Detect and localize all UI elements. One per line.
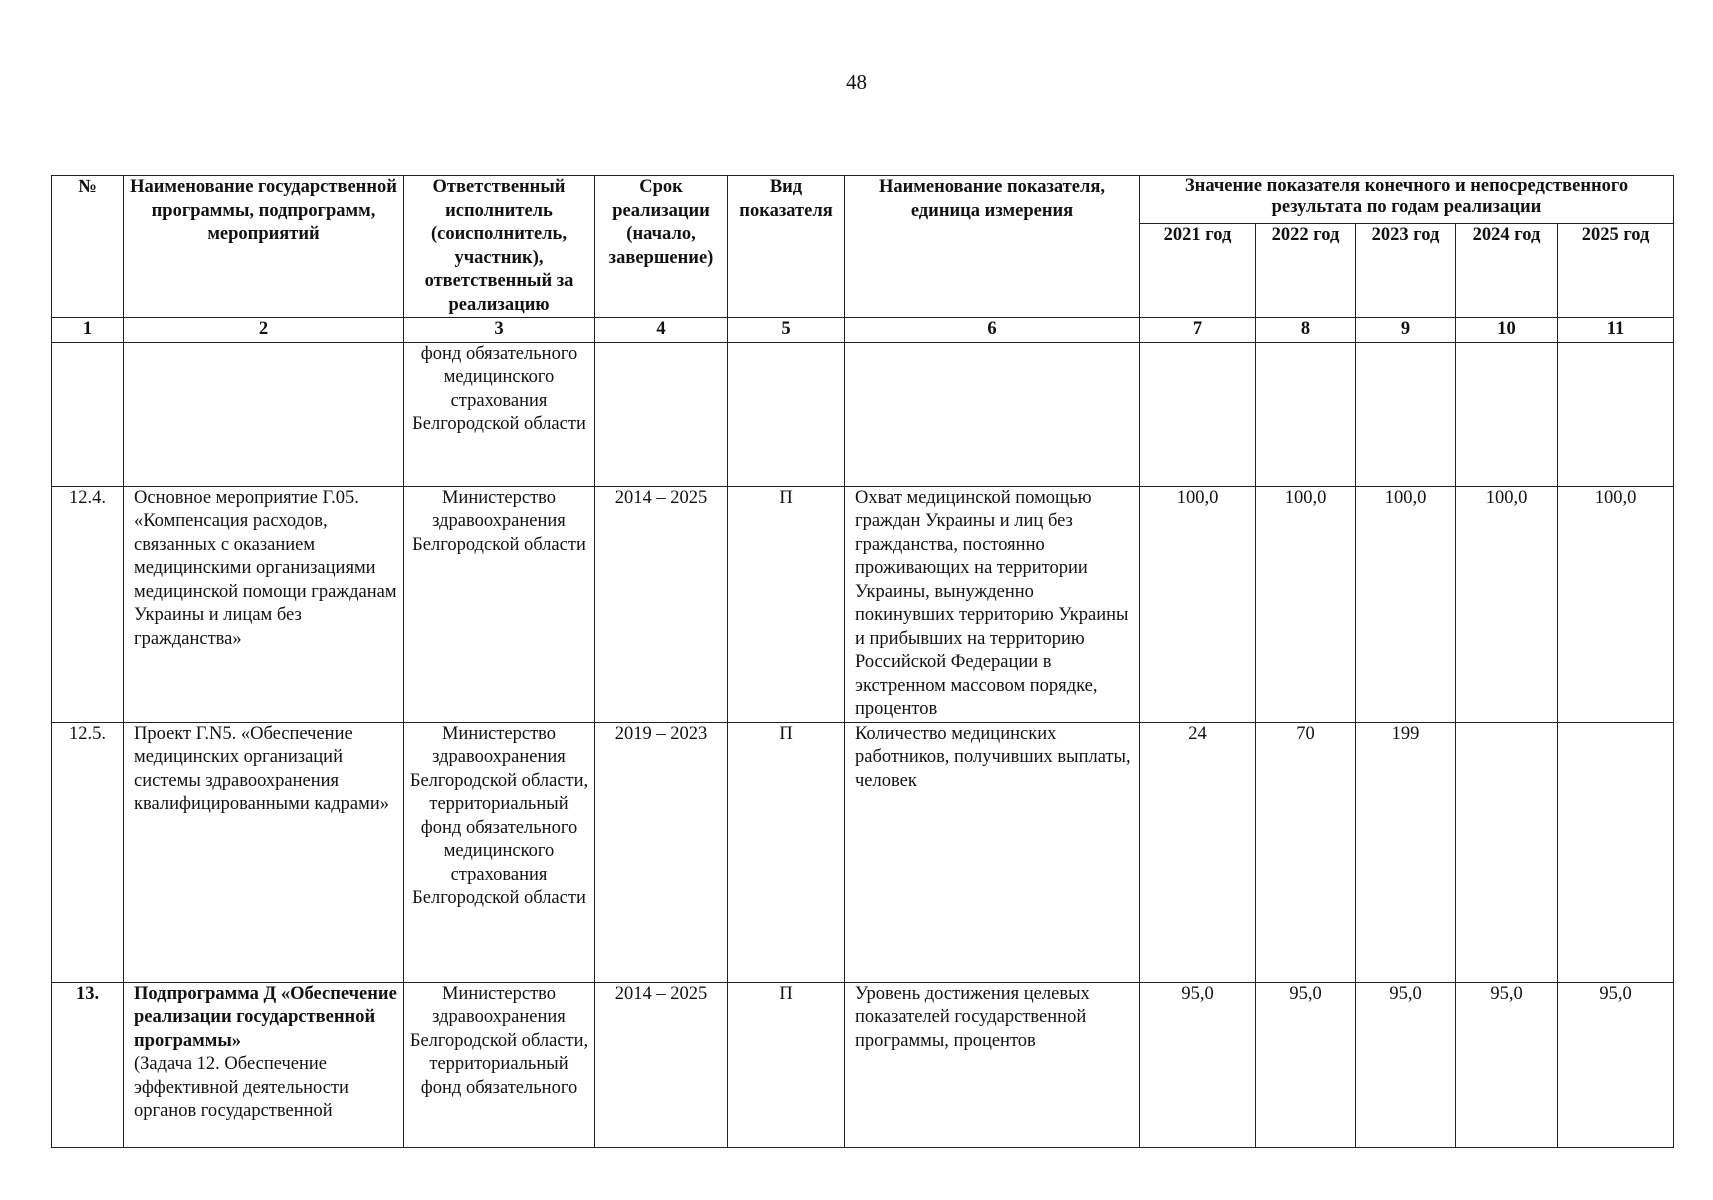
row-program: Основное мероприятие Г.05. «Компенсация расходов, связанных с оказанием медицинскими организациями медицинской помощи гражданам Украины и лицам без гражданства» xyxy=(124,486,404,722)
row-responsible: Министерство здравоохранения Белгородской области xyxy=(404,486,595,722)
column-number: 7 xyxy=(1140,318,1256,343)
column-number: 4 xyxy=(595,318,728,343)
row-kind: П xyxy=(728,722,845,982)
row-value-2024 xyxy=(1456,722,1558,982)
header-year-2025: 2025 год xyxy=(1558,224,1674,318)
header-term: Срок реализации (начало, завершение) xyxy=(595,176,728,318)
table-row xyxy=(52,722,1674,982)
table-row xyxy=(52,982,1674,1147)
row-kind: П xyxy=(728,486,845,722)
row-indicator: Количество медицинских работников, получивших выплаты, человек xyxy=(845,722,1140,982)
row-value-2022: 70 xyxy=(1256,722,1356,982)
column-number: 5 xyxy=(728,318,845,343)
row-value-2021: 100,0 xyxy=(1140,486,1256,722)
row-value-2024: 100,0 xyxy=(1456,486,1558,722)
table-row xyxy=(52,342,1674,486)
header-responsible: Ответственный исполнитель (соисполнитель, участник), ответственный за реализацию xyxy=(404,176,595,318)
row-program xyxy=(124,982,404,1147)
header-year-2022: 2022 год xyxy=(1256,224,1356,318)
row-value-2023 xyxy=(1356,342,1456,486)
header-kind: Вид показателя xyxy=(728,176,845,318)
row-value-2023: 95,0 xyxy=(1356,982,1456,1147)
row-program-title: Подпрограмма Д «Обеспечение реализации государственной программы» xyxy=(134,983,397,1051)
row-program: Проект Г.N5. «Обеспечение медицинских организаций системы здравоохранения квалифицированными кадрами» xyxy=(124,722,404,982)
header-indicator: Наименование показателя, единица измерения xyxy=(845,176,1140,318)
row-value-2025 xyxy=(1558,722,1674,982)
row-program xyxy=(124,342,404,486)
column-number: 2 xyxy=(124,318,404,343)
row-value-2024: 95,0 xyxy=(1456,982,1558,1147)
row-responsible: Министерство здравоохранения Белгородской области, территориальный фонд обязательного xyxy=(404,982,595,1147)
column-number-row xyxy=(52,318,1674,343)
row-term: 2014 – 2025 xyxy=(595,486,728,722)
header-value-group: Значение показателя конечного и непосредственного результата по годам реализации xyxy=(1140,176,1674,224)
column-number: 8 xyxy=(1256,318,1356,343)
row-value-2023: 199 xyxy=(1356,722,1456,982)
row-value-2025: 100,0 xyxy=(1558,486,1674,722)
row-value-2021: 95,0 xyxy=(1140,982,1256,1147)
column-number: 10 xyxy=(1456,318,1558,343)
row-num: 13. xyxy=(52,982,124,1147)
column-number: 9 xyxy=(1356,318,1456,343)
row-term: 2019 – 2023 xyxy=(595,722,728,982)
header-year-2021: 2021 год xyxy=(1140,224,1256,318)
row-value-2025: 95,0 xyxy=(1558,982,1674,1147)
row-num xyxy=(52,342,124,486)
row-indicator: Уровень достижения целевых показателей государственной программы, процентов xyxy=(845,982,1140,1147)
column-number: 1 xyxy=(52,318,124,343)
row-responsible: Министерство здравоохранения Белгородской области, территориальный фонд обязательного медицинского страхования Белгородской области xyxy=(404,722,595,982)
row-program-detail: (Задача 12. Обеспечение эффективной деятельности органов государственной xyxy=(134,1054,349,1121)
row-value-2022: 95,0 xyxy=(1256,982,1356,1147)
row-value-2025 xyxy=(1558,342,1674,486)
row-value-2022: 100,0 xyxy=(1256,486,1356,722)
header-num: № xyxy=(52,176,124,318)
row-kind: П xyxy=(728,982,845,1147)
program-table xyxy=(51,175,1674,1148)
header-year-2023: 2023 год xyxy=(1356,224,1456,318)
row-kind xyxy=(728,342,845,486)
header-row-1 xyxy=(52,176,1674,224)
row-value-2022 xyxy=(1256,342,1356,486)
row-indicator: Охват медицинской помощью граждан Украины и лиц без гражданства, постоянно проживающих на территории Украины, вынужденно покинувших территорию Украины и прибывших на территорию Российской Федерации в экстренном массовом порядке, процентов xyxy=(845,486,1140,722)
row-value-2021 xyxy=(1140,342,1256,486)
row-term xyxy=(595,342,728,486)
row-indicator xyxy=(845,342,1140,486)
row-term: 2014 – 2025 xyxy=(595,982,728,1147)
row-value-2024 xyxy=(1456,342,1558,486)
row-responsible: фонд обязательного медицинского страхования Белгородской области xyxy=(404,342,595,486)
row-num: 12.4. xyxy=(52,486,124,722)
page-number: 48 xyxy=(846,70,867,94)
header-program: Наименование государственной программы, подпрограмм, мероприятий xyxy=(124,176,404,318)
column-number: 11 xyxy=(1558,318,1674,343)
row-num: 12.5. xyxy=(52,722,124,982)
column-number: 3 xyxy=(404,318,595,343)
table-row xyxy=(52,486,1674,722)
row-value-2023: 100,0 xyxy=(1356,486,1456,722)
column-number: 6 xyxy=(845,318,1140,343)
header-year-2024: 2024 год xyxy=(1456,224,1558,318)
row-value-2021: 24 xyxy=(1140,722,1256,982)
